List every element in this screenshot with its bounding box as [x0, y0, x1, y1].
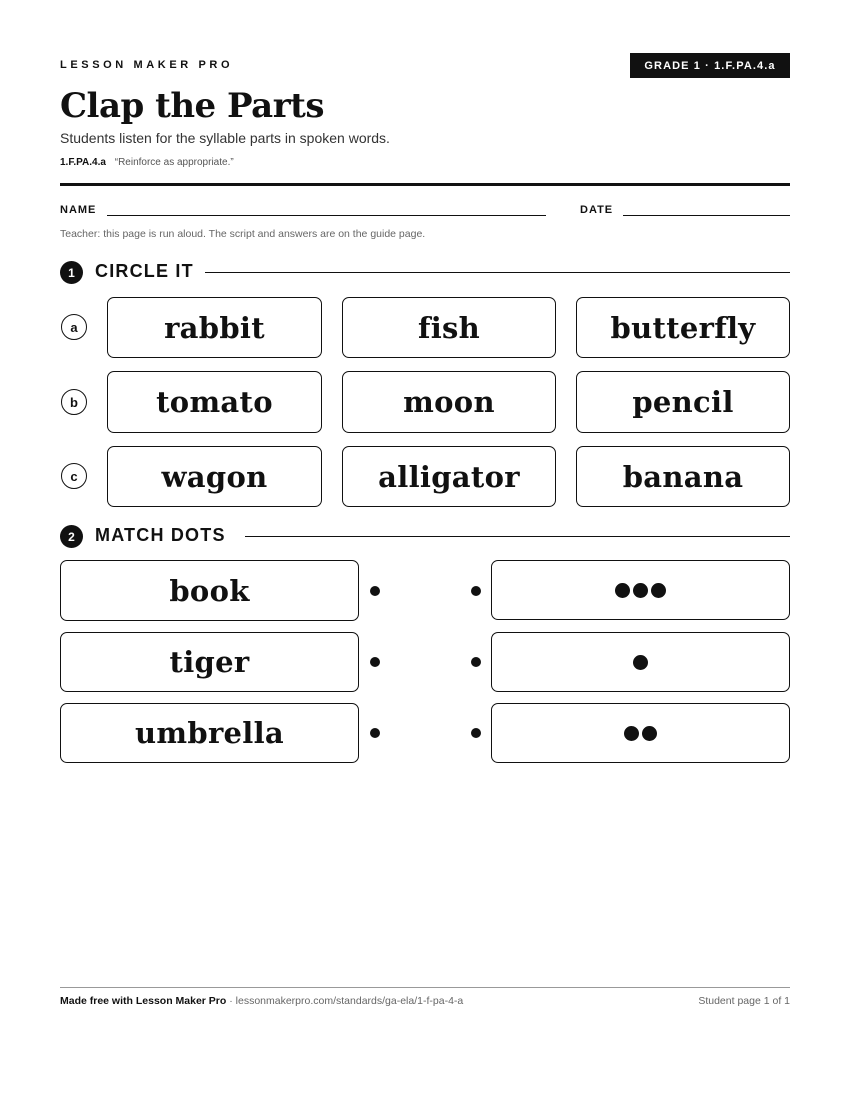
word-card-wagon[interactable]: wagon — [107, 446, 322, 507]
name-field[interactable] — [107, 215, 546, 216]
syllable-dot — [642, 726, 657, 741]
word-card-tomato[interactable]: tomato — [107, 371, 322, 433]
date-field[interactable] — [623, 215, 790, 216]
match-word-book[interactable]: book — [60, 560, 359, 621]
word-card-butterfly[interactable]: butterfly — [576, 297, 790, 358]
match-dot-left[interactable] — [370, 586, 380, 596]
row-letter-c: c — [61, 463, 87, 489]
header-divider — [60, 183, 790, 186]
footer-divider — [60, 987, 790, 988]
section-2-title: MATCH DOTS — [95, 525, 226, 545]
date-label: DATE — [580, 204, 614, 216]
syllable-dot — [624, 726, 639, 741]
syllable-card[interactable] — [491, 560, 790, 620]
match-dot-left[interactable] — [370, 657, 380, 667]
page-title: Clap the Parts — [60, 86, 324, 126]
footer-page-number: Student page 1 of 1 — [698, 995, 790, 1007]
footer-made-with: Made free with Lesson Maker Pro — [60, 995, 227, 1007]
section-1-rule — [205, 272, 790, 273]
syllable-card[interactable] — [491, 632, 790, 692]
page-subtitle: Students listen for the syllable parts in spoken words. — [60, 130, 390, 146]
section-2-number: 2 — [60, 525, 83, 548]
row-letter-b: b — [61, 389, 87, 415]
section-1-title: CIRCLE IT — [95, 261, 194, 281]
syllable-dot — [651, 583, 666, 598]
match-word-tiger[interactable]: tiger — [60, 632, 359, 692]
name-label: NAME — [60, 204, 97, 216]
row-letter-a: a — [61, 314, 87, 340]
syllable-dot — [633, 655, 648, 670]
brand-name: LESSON MAKER PRO — [60, 59, 234, 71]
match-dot-right[interactable] — [471, 728, 481, 738]
word-card-alligator[interactable]: alligator — [342, 446, 556, 507]
standard-reference — [60, 157, 234, 168]
match-dot-left[interactable] — [370, 728, 380, 738]
footer-credit — [60, 995, 463, 1007]
word-card-rabbit[interactable]: rabbit — [107, 297, 322, 358]
match-word-umbrella[interactable]: umbrella — [60, 703, 359, 763]
standard-text: “Reinforce as appropriate.” — [114, 157, 234, 168]
word-card-pencil[interactable]: pencil — [576, 371, 790, 433]
footer-url: · lessonmakerpro.com/standards/ga-ela/1-f-pa-4-a — [226, 995, 464, 1007]
grade-badge: GRADE 1 · 1.F.PA.4.a — [630, 53, 790, 78]
teacher-note: Teacher: this page is run aloud. The script and answers are on the guide page. — [60, 228, 426, 240]
syllable-dot — [615, 583, 630, 598]
word-card-moon[interactable]: moon — [342, 371, 556, 433]
standard-code: 1.F.PA.4.a — [60, 157, 106, 168]
word-card-fish[interactable]: fish — [342, 297, 556, 358]
match-dot-right[interactable] — [471, 657, 481, 667]
match-dot-right[interactable] — [471, 586, 481, 596]
section-2-rule — [245, 536, 790, 537]
section-1-number: 1 — [60, 261, 83, 284]
syllable-card[interactable] — [491, 703, 790, 763]
syllable-dot — [633, 583, 648, 598]
word-card-banana[interactable]: banana — [576, 446, 790, 507]
